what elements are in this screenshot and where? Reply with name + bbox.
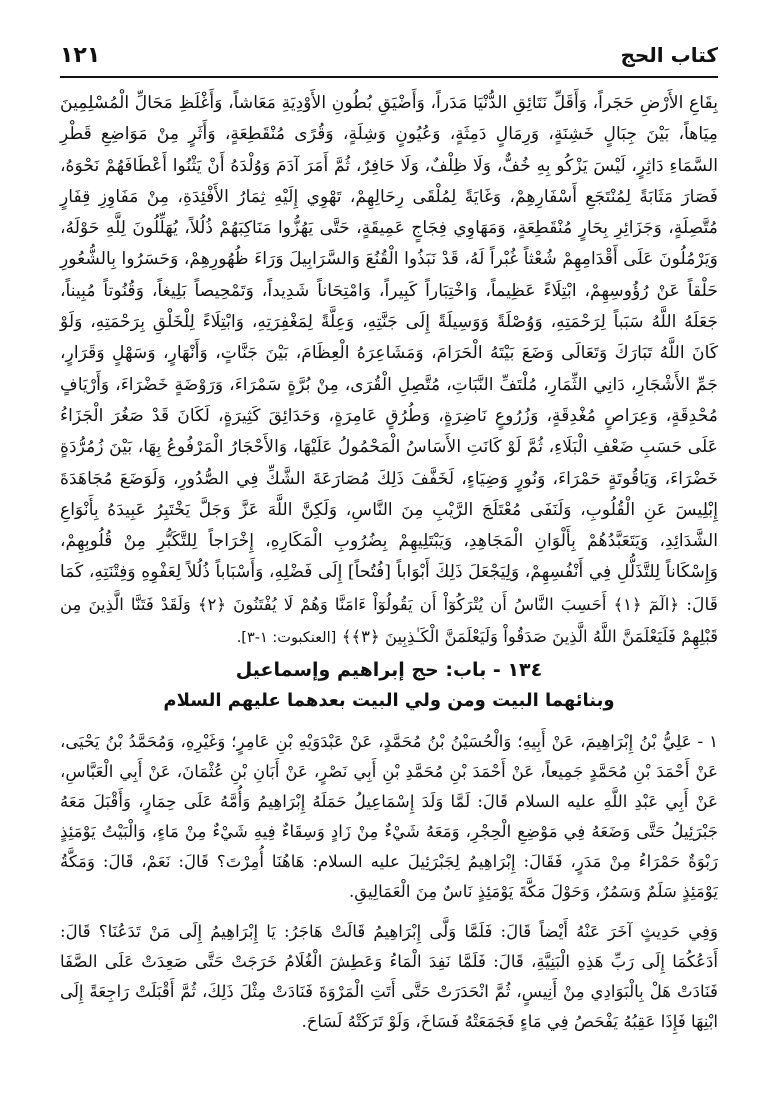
header-divider (60, 76, 718, 78)
verse-reference: [العنكبوت: ١-٣]. (236, 630, 337, 647)
paragraph-text: بِقَاعِ الأَرْضِ حَجَراً، وَأَقَلِّ نَتَائِقِ الدُّنْيَا مَدَراً، وَأَضْيَقِ بُطُونِ الأَوْدِيَةِ مَعَاشاً، وَأَغْلَظِ مَحَالِّ الْمُسْلِمِينَ مِيَاهاً، بَيْنَ جِبَالٍ خَشِنَةٍ، وَرِمَالٍ دَمِثَةٍ، وَعُيُونٍ وَشِلَةٍ، وَقُرًى مُنْقَطِعَةٍ، وَأَثَرٍ مِنْ مَوَاضِعِ قَطْرِ السَّمَاءِ دَاثِرٍ، لَيْسَ يَزْكُو بِهِ خُفٌّ، وَلَا ظِلْفٌ، وَلَا حَافِرٌ، ثُمَّ أَمَرَ آدَمَ وَوُلْدَهُ أَنْ يَثْنُوا أَعْطَافَهُمْ نَحْوَهُ، فَصَارَ مَثَابَةً لِمُنْتَجَعِ أَسْفَارِهِمْ، وَغَايَةً لِمُلْقَى رِحَالِهِمْ، تَهْوِي إِلَيْهِ ثِمَارُ الأَفْئِدَةِ، مِنْ مَفَاوِزِ قِفَارٍ مُتَّصِلَةٍ، وَجَزَائِرِ بِحَارٍ مُنْقَطِعَةٍ، وَمَهَاوِي فِجَاجٍ عَمِيقَةٍ، حَتَّى يَهُزُّوا مَنَاكِبَهُمْ ذُلُلاً، يُهَلِّلُونَ لِلَّهِ حَوْلَهُ، وَيَرْمُلُونَ عَلَى أَقْدَامِهِمْ شُعْثاً غُبْراً لَهُ، قَدْ نَبَذُوا الْقُنُعَ وَالسَّرَابِيلَ وَرَاءَ ظُهُورِهِمْ، وَحَسَرُوا بِالشُّعُورِ حَلْقاً عَنْ رُؤُوسِهِمْ، ابْتِلَاءً عَظِيماً، وَاخْتِبَاراً كَبِيراً، وَامْتِحَاناً شَدِيداً، وَتَمْحِيصاً بَلِيغاً، وَقُنُوتاً مُبِيناً، جَعَلَهُ اللَّهُ سَبَباً لِرَحْمَتِهِ، وَوُصْلَةً وَوَسِيلَةً إِلَى جَنَّتِهِ، وَعِلَّةً لِمَغْفِرَتِهِ، وَابْتِلَاءً لِلْخَلْقِ بِرَحْمَتِهِ، وَلَوْ كَانَ اللَّهُ تَبَارَكَ وَتَعَالَى وَضَعَ بَيْتَهُ الْحَرَامَ، وَمَشَاعِرَهُ الْعِظَامَ، بَيْنَ جَنَّاتٍ، وَأَنْهَارٍ، وَسَهْلٍ وَقَرَارٍ، جَمِّ الأَشْجَارِ، دَانِي الثِّمَارِ، مُلْتَفِّ النَّبَاتِ، مُتَّصِلِ الْقُرَى، مِنْ بُرَّةٍ سَمْرَاءَ، وَرَوْضَةٍ خَضْرَاءَ، وَأَرْيَافٍ مُحْدِقَةٍ، وَعِرَاصٍ مُغْدِقَةٍ، وَزُرُوعٍ نَاضِرَةٍ، وَطُرُقٍ عَامِرَةٍ، وَحَدَائِقَ كَثِيرَةٍ، لَكَانَ قَدْ صَغُرَ الْجَزَاءُ عَلَى حَسَبِ ضَعْفِ الْبَلَاءِ، ثُمَّ لَوْ كَانَتِ الأَسَاسُ الْمَحْمُولُ عَلَيْهَا، وَالأَحْجَارُ الْمَرْفُوعُ بِهَا، بَيْنَ زُمُرُّدَةٍ خَضْرَاءَ، وَيَاقُوتَةٍ حَمْرَاءَ، وَنُورٍ وَضِيَاءٍ، لَخَفَّفَ ذَلِكَ مُصَارَعَةَ الشَّكِّ فِي الصُّدُورِ، وَلَوَضَعَ مُجَاهَدَةَ إِبْلِيسَ عَنِ الْقُلُوبِ، وَلَنَفَى مُعْتَلَجَ الرَّيْبِ مِنَ النَّاسِ، وَلَكِنَّ اللَّهَ عَزَّ وَجَلَّ يَخْتَبِرُ عَبِيدَهُ بِأَنْوَاعِ الشَّدَائِدِ، وَيَتَعَبَّدُهُمْ بِأَلْوَانِ الْمَجَاهِدِ، وَيَبْتَلِيهِمْ بِضُرُوبِ الْمَكَارِهِ، إِخْرَاجاً لِلتَّكَبُّرِ مِنْ قُلُوبِهِمْ، وَإِسْكَاناً لِلتَّذَلُّلِ فِي أَنْفُسِهِمْ، وَلِيَجْعَلَ ذَلِكَ أَبْوَاباً [فُتُحاً] إِلَى فَضْلِهِ، وَأَسْبَاباً ذُلُلاً لِعَفْوِهِ وَفِتْنَتِهِ، كَمَا قَالَ: (60, 93, 718, 615)
running-head (60, 38, 718, 72)
paragraph-spacer (60, 907, 718, 917)
book-title: كتاب الحج (620, 43, 718, 67)
quran-verse: ﴿الٓمٓ ﴿١﴾ أَحَسِبَ النَّاسُ أَن يُتْرَكُوٓاْ أَن يَقُولُوٓاْ ءَامَنَّا وَهُمْ لَا يُفْتَنُونَ ﴿٢﴾ وَلَقَدْ فَتَنَّا الَّذِينَ مِن قَبْلِهِمْ فَلَيَعْلَمَنَّ اللَّهُ الَّذِينَ صَدَقُواْ وَلَيَعْلَمَنَّ الْكَـٰذِبِينَ ﴿٣﴾﴾ (60, 594, 718, 647)
body-paragraph (60, 88, 718, 654)
chapter-title-line1: ١٣٤ - باب: حج إبراهيم وإسماعيل (235, 659, 543, 681)
hadith-paragraph-1: ١ - عَلِيُّ بْنُ إِبْرَاهِيمَ، عَنْ أَبِيهِ؛ وَالْحُسَيْنُ بْنُ مُحَمَّدٍ، عَنْ عَبْدَوَيْهِ بْنِ عَامِرٍ؛ وَغَيْرِهِ، وَمُحَمَّدُ بْنُ يَحْيَى، عَنْ أَحْمَدَ بْنِ مُحَمَّدٍ جَمِيعاً، عَنْ أَحْمَدَ بْنِ مُحَمَّدِ بْنِ أَبِي نَصْرٍ، عَنْ أَبَانِ بْنِ عُثْمَانَ، عَنْ أَبِي الْعَبَّاسِ، عَنْ أَبِي عَبْدِ اللَّهِ عليه السلام قَالَ: لَمَّا وَلَدَ إِسْمَاعِيلُ حَمَلَهُ إِبْرَاهِيمُ وَأُمَّهُ عَلَى حِمَارٍ، وَأَقْبَلَ مَعَهُ جَبْرَئِيلُ حَتَّى وَضَعَهُ فِي مَوْضِعِ الْحِجْرِ، وَمَعَهُ شَيْءٌ مِنْ زَادٍ وَسِقَاءٌ فِيهِ شَيْءٌ مِنْ مَاءٍ، وَالْبَيْتُ يَوْمَئِذٍ رَبْوَةٌ حَمْرَاءُ مِنْ مَدَرٍ، فَقَالَ: إِبْرَاهِيمُ لِجَبْرَئِيلَ عليه السلام: هَاهُنَا أُمِرْتَ؟ قَالَ: نَعَمْ، قَالَ: وَمَكَّةُ يَوْمَئِذٍ سَلَمٌ وَسَمُرٌ، وَحَوْلَ مَكَّةَ يَوْمَئِذٍ نَاسٌ مِنَ الْعَمَالِيقِ. (60, 732, 718, 901)
continued-hadith-text (60, 88, 718, 654)
chapter-title-line2: وبنائهما البيت ومن ولي البيت بعدهما عليهم السلام (163, 690, 615, 711)
chapter-heading (60, 654, 718, 716)
hadith-paragraph-2: وَفِي حَدِيثٍ آخَرَ عَنْهُ أَيْضاً قَالَ: فَلَمَّا وَلَّى إِبْرَاهِيمُ قَالَتْ هَاجَرُ: يَا إِبْرَاهِيمُ إِلَى مَنْ تَدَعُنَا؟ قَالَ: أَدَعُكُمَا إِلَى رَبِّ هَذِهِ الْبَنِيَّةِ، قَالَ: فَلَمَّا نَفِدَ الْمَاءُ وَعَطِشَ الْغُلَامُ خَرَجَتْ حَتَّى صَعِدَتْ عَلَى الصَّفَا فَنَادَتْ هَلْ بِالْبَوَادِي مِنْ أَنِيسٍ، ثُمَّ انْحَدَرَتْ حَتَّى أَتَتِ الْمَرْوَةَ فَنَادَتْ مِثْلَ ذَلِكَ، ثُمَّ أَقْبَلَتْ رَاجِعَةً إِلَى ابْنِهَا فَإِذَا عَقِبُهُ يَفْحَصُ فِي مَاءٍ فَجَمَعَتْهُ فَسَاخَ، وَلَوْ تَرَكَتْهُ لَسَاحَ. (60, 922, 718, 1031)
page-number: ١٢١ (60, 42, 101, 68)
chapter-body (60, 727, 718, 1037)
